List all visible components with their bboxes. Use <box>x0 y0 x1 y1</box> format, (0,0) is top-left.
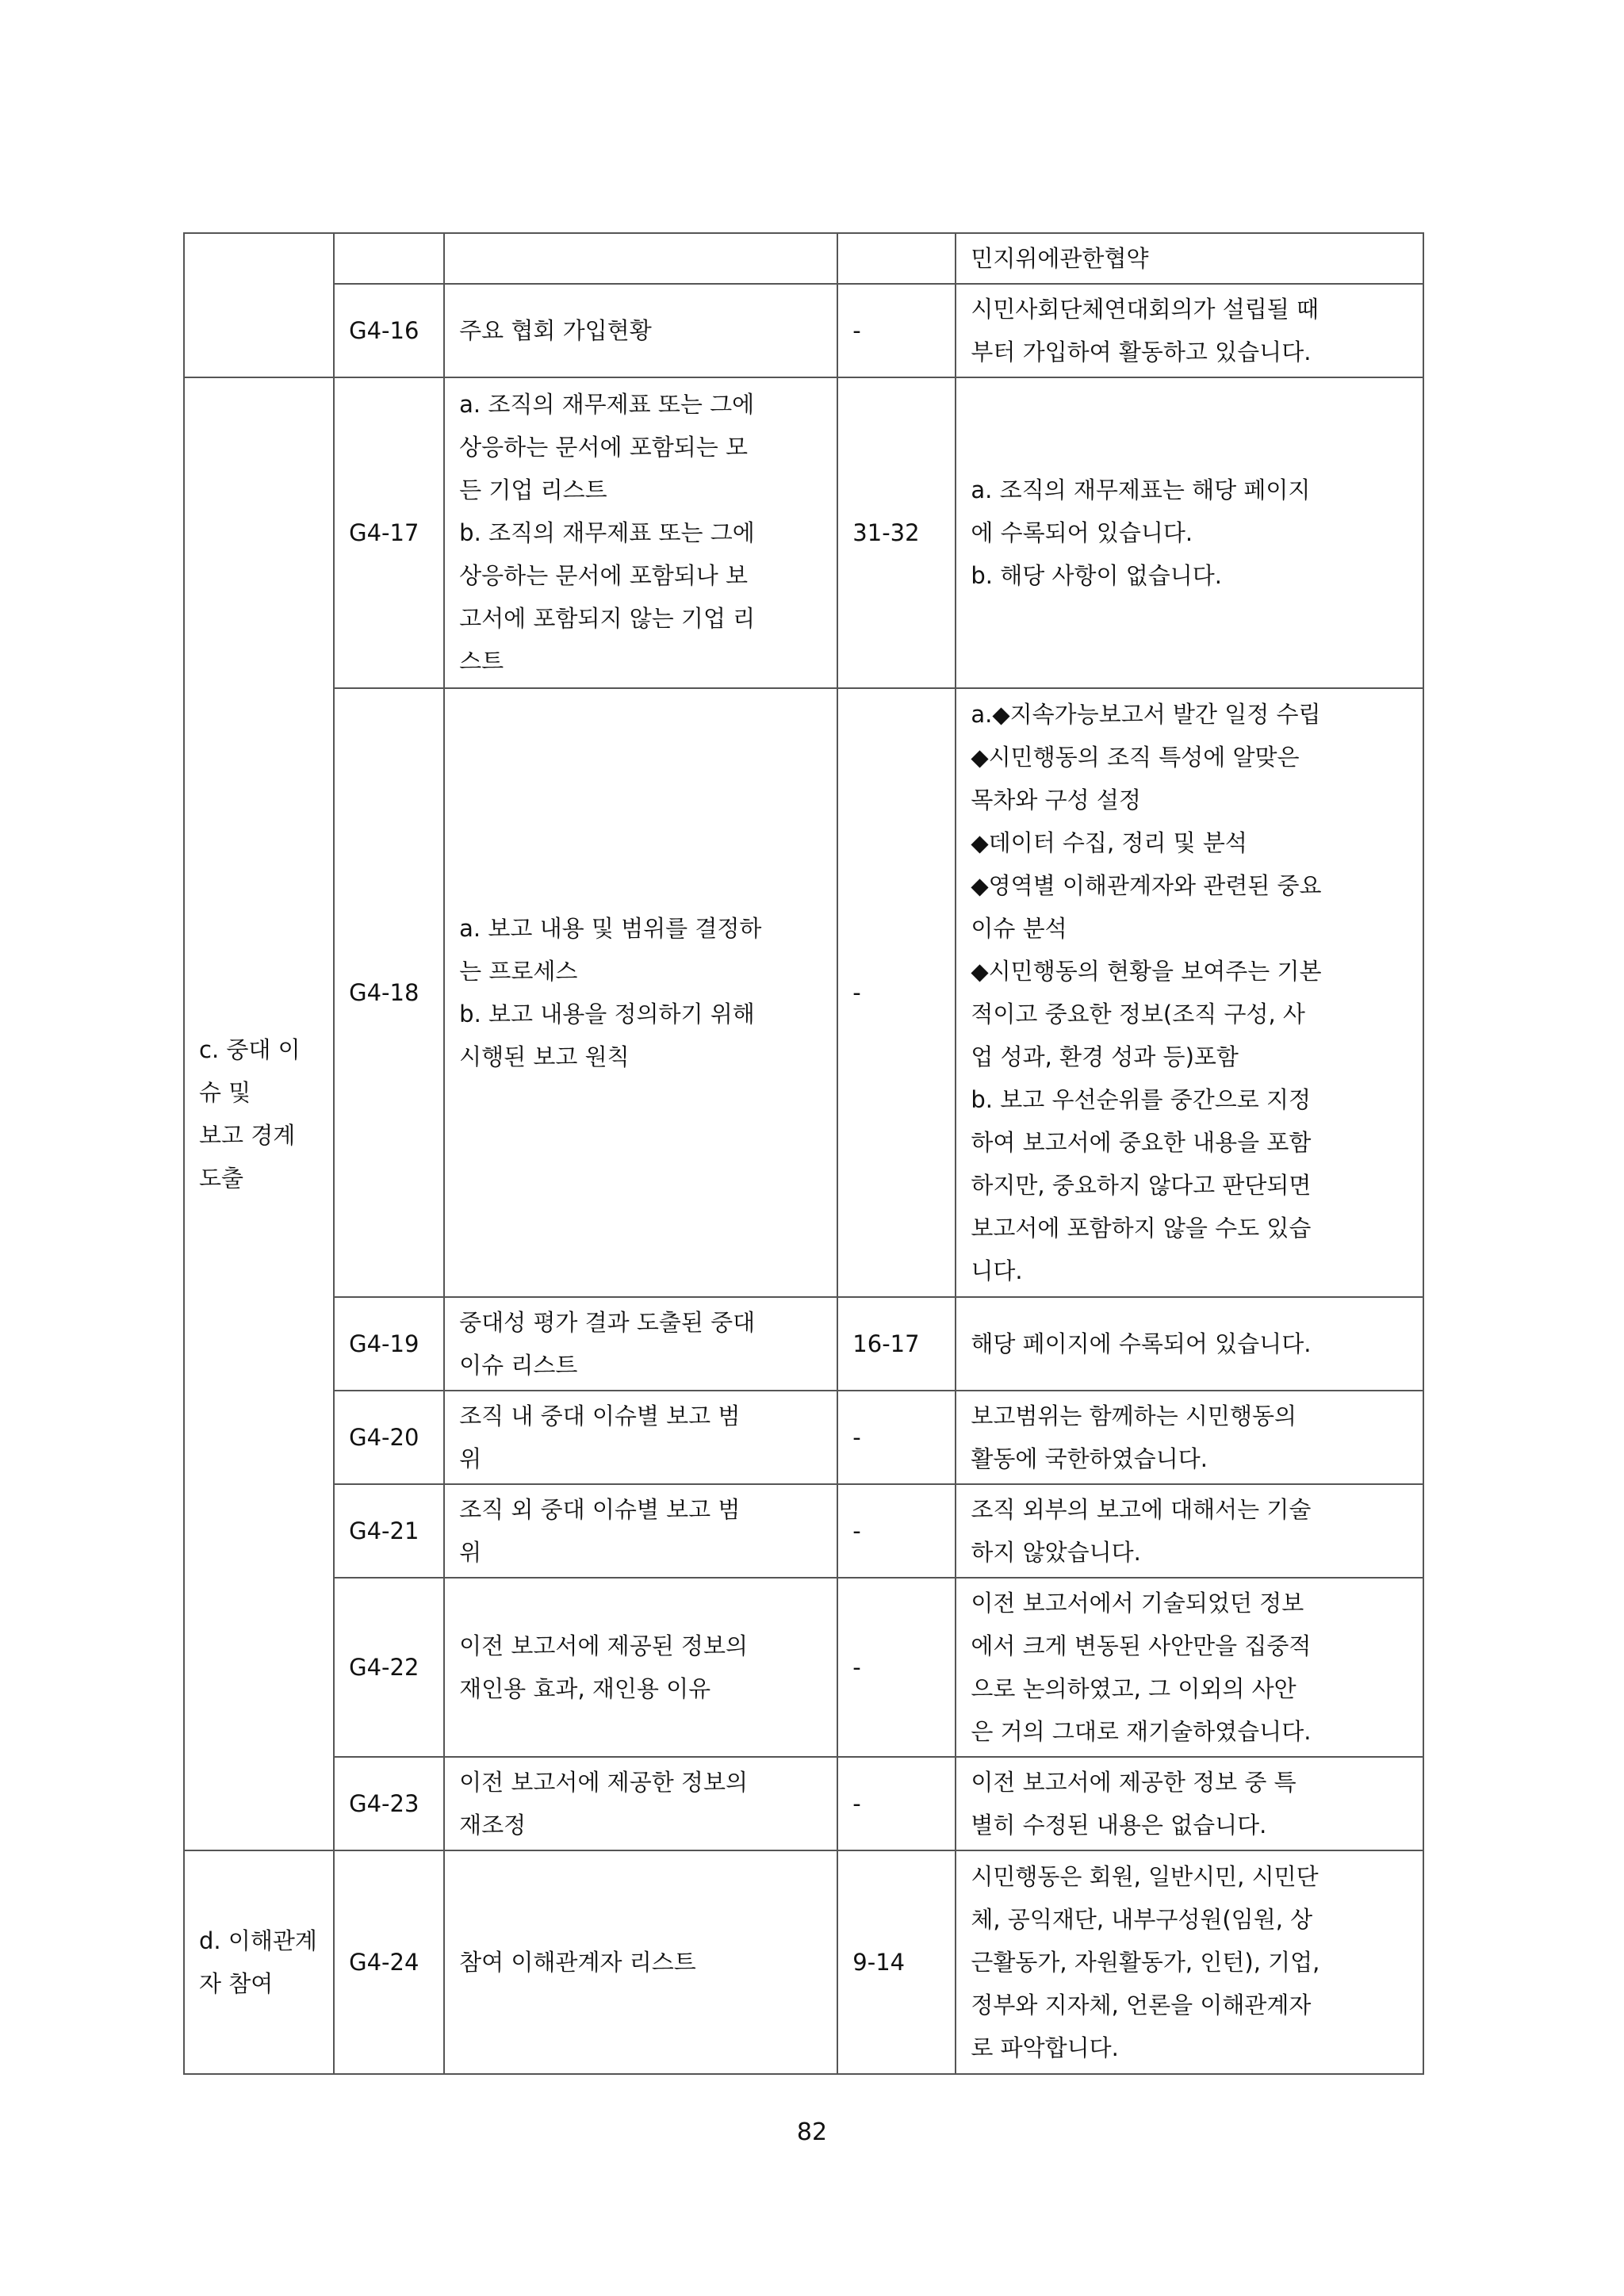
note-line: 보고범위는 함께하는 시민행동의 <box>971 1402 1297 1429</box>
note-line: 로 파악합니다. <box>971 2034 1119 2061</box>
category-cell-d <box>184 1850 334 2074</box>
item-line: a. 보고 내용 및 범위를 결정하 <box>459 915 762 942</box>
note-cell <box>956 1297 1423 1391</box>
item-cell <box>444 1484 837 1578</box>
table-row <box>184 377 1423 688</box>
table-row <box>184 688 1423 1297</box>
table-row <box>184 284 1423 377</box>
note-line: 하지 않았습니다. <box>971 1539 1141 1566</box>
gri-index-table <box>183 232 1424 2075</box>
note-line: 하지만, 중요하지 않다고 판단되면 <box>971 1172 1312 1199</box>
note-cell <box>956 233 1423 284</box>
note-line: b. 해당 사항이 없습니다. <box>971 562 1222 589</box>
item-line: 위 <box>459 1539 482 1566</box>
category-line: 보고 경계 <box>199 1122 296 1149</box>
item-line: 는 프로세스 <box>459 958 578 985</box>
page-cell: - <box>837 1391 956 1484</box>
item-cell <box>444 1297 837 1391</box>
item-cell <box>444 1757 837 1850</box>
item-line: 위 <box>459 1445 482 1472</box>
item-line: 고서에 포함되지 않는 기업 리 <box>459 605 756 632</box>
note-line: 체, 공익재단, 내부구성원(임원, 상 <box>971 1906 1313 1933</box>
note-line: 이전 보고서에 제공한 정보 중 특 <box>971 1769 1297 1796</box>
code-cell: G4-18 <box>334 688 444 1297</box>
note-line: 업 성과, 환경 성과 등)포함 <box>971 1043 1239 1070</box>
item-line: b. 보고 내용을 정의하기 위해 <box>459 1001 755 1027</box>
note-cell <box>956 1391 1423 1484</box>
code-cell: G4-20 <box>334 1391 444 1484</box>
item-line: 참여 이해관계자 리스트 <box>459 1949 696 1976</box>
category-line: d. 이해관계 <box>199 1927 317 1954</box>
page-cell: 9-14 <box>837 1850 956 2074</box>
table-row <box>184 1484 1423 1578</box>
note-line: ◆영역별 이해관계자와 관련된 중요 <box>971 872 1322 899</box>
note-line: 목차와 구성 설정 <box>971 786 1141 813</box>
note-line: 보고서에 포함하지 않을 수도 있습 <box>971 1215 1312 1242</box>
note-line: 은 거의 그대로 재기술하였습니다. <box>971 1718 1312 1745</box>
item-line: 재조정 <box>459 1812 527 1839</box>
page-cell: - <box>837 284 956 377</box>
item-line: 스트 <box>459 648 504 675</box>
note-line: ◆데이터 수집, 정리 및 분석 <box>971 829 1247 856</box>
item-line: 이슈 리스트 <box>459 1352 578 1379</box>
note-line: 활동에 국한하였습니다. <box>971 1445 1208 1472</box>
note-line: 조직 외부의 보고에 대해서는 기술 <box>971 1496 1312 1523</box>
code-cell: G4-19 <box>334 1297 444 1391</box>
item-line: 이전 보고서에 제공한 정보의 <box>459 1769 748 1796</box>
item-cell <box>444 1578 837 1757</box>
code-cell: G4-22 <box>334 1578 444 1757</box>
code-cell: G4-21 <box>334 1484 444 1578</box>
note-cell <box>956 1578 1423 1757</box>
note-line: 해당 페이지에 수록되어 있습니다. <box>971 1330 1312 1357</box>
note-line: 시민행동은 회원, 일반시민, 시민단 <box>971 1863 1319 1890</box>
table-row-continuation <box>184 233 1423 284</box>
page-cell: - <box>837 1578 956 1757</box>
note-line: a.◆지속가능보고서 발간 일정 수립 <box>971 701 1321 728</box>
note-line: 시민사회단체연대회의가 설립될 때 <box>971 296 1320 323</box>
item-line: 시행된 보고 원칙 <box>459 1043 630 1070</box>
note-cell <box>956 1484 1423 1578</box>
category-line: c. 중대 이 <box>199 1036 301 1063</box>
table-row <box>184 1578 1423 1757</box>
item-line: 재인용 효과, 재인용 이유 <box>459 1675 711 1702</box>
note-line: 이슈 분석 <box>971 915 1067 942</box>
code-cell: G4-16 <box>334 284 444 377</box>
note-line: ◆시민행동의 조직 특성에 알맞은 <box>971 744 1300 771</box>
item-line: 이전 보고서에 제공된 정보의 <box>459 1632 748 1659</box>
table-row <box>184 1757 1423 1850</box>
note-line: 근활동가, 자원활동가, 인턴), 기업, <box>971 1949 1320 1976</box>
note-line: 정부와 지자체, 언론을 이해관계자 <box>971 1992 1312 2019</box>
note-cell <box>956 284 1423 377</box>
note-line: 니다. <box>971 1257 1023 1284</box>
item-line: 든 기업 리스트 <box>459 476 607 503</box>
table-row <box>184 1391 1423 1484</box>
page-cell-empty <box>837 233 956 284</box>
note-line: b. 보고 우선순위를 중간으로 지정 <box>971 1086 1312 1113</box>
note-line: 에서 크게 변동된 사안만을 집중적 <box>971 1632 1312 1659</box>
note-cell <box>956 1757 1423 1850</box>
item-cell <box>444 1850 837 2074</box>
item-line: 주요 협회 가입현황 <box>459 317 652 344</box>
page-cell: - <box>837 688 956 1297</box>
note-cell <box>956 377 1423 688</box>
code-cell: G4-24 <box>334 1850 444 2074</box>
item-line: 조직 내 중대 이슈별 보고 범 <box>459 1402 741 1429</box>
category-line: 도출 <box>199 1165 244 1192</box>
code-cell-empty <box>334 233 444 284</box>
item-line: a. 조직의 재무제표 또는 그에 <box>459 391 755 418</box>
item-line: 상응하는 문서에 포함되나 보 <box>459 562 748 589</box>
table-row <box>184 1297 1423 1391</box>
note-line: 하여 보고서에 중요한 내용을 포함 <box>971 1129 1312 1156</box>
code-cell: G4-23 <box>334 1757 444 1850</box>
note-line: 적이고 중요한 정보(조직 구성, 사 <box>971 1001 1305 1027</box>
category-line: 슈 및 <box>199 1079 251 1106</box>
item-cell <box>444 377 837 688</box>
item-line: 상응하는 문서에 포함되는 모 <box>459 434 748 461</box>
note-line: 부터 가입하여 활동하고 있습니다. <box>971 339 1312 365</box>
note-line: ◆시민행동의 현황을 보여주는 기본 <box>971 958 1322 985</box>
page-number: 82 <box>796 2118 828 2146</box>
item-cell-empty <box>444 233 837 284</box>
item-line: 조직 외 중대 이슈별 보고 범 <box>459 1496 741 1523</box>
page-cell: - <box>837 1484 956 1578</box>
note-line: 에 수록되어 있습니다. <box>971 519 1193 546</box>
category-cell-c <box>184 377 334 1850</box>
item-cell <box>444 284 837 377</box>
note-cell <box>956 688 1423 1297</box>
note-line: 이전 보고서에서 기술되었던 정보 <box>971 1590 1304 1617</box>
table-row <box>184 1850 1423 2074</box>
item-cell <box>444 1391 837 1484</box>
page-cell: - <box>837 1757 956 1850</box>
note-line: 으로 논의하였고, 그 이외의 사안 <box>971 1675 1297 1702</box>
note-cell <box>956 1850 1423 2074</box>
note-line: 민지위에관한협약 <box>971 245 1149 272</box>
item-line: b. 조직의 재무제표 또는 그에 <box>459 519 755 546</box>
note-line: a. 조직의 재무제표는 해당 페이지 <box>971 476 1311 503</box>
note-line: 별히 수정된 내용은 없습니다. <box>971 1812 1267 1839</box>
category-line: 자 참여 <box>199 1970 274 1997</box>
category-cell-continued <box>184 233 334 377</box>
item-line: 중대성 평가 결과 도출된 중대 <box>459 1309 756 1336</box>
code-cell: G4-17 <box>334 377 444 688</box>
page-cell: 16-17 <box>837 1297 956 1391</box>
item-cell <box>444 688 837 1297</box>
page-cell: 31-32 <box>837 377 956 688</box>
